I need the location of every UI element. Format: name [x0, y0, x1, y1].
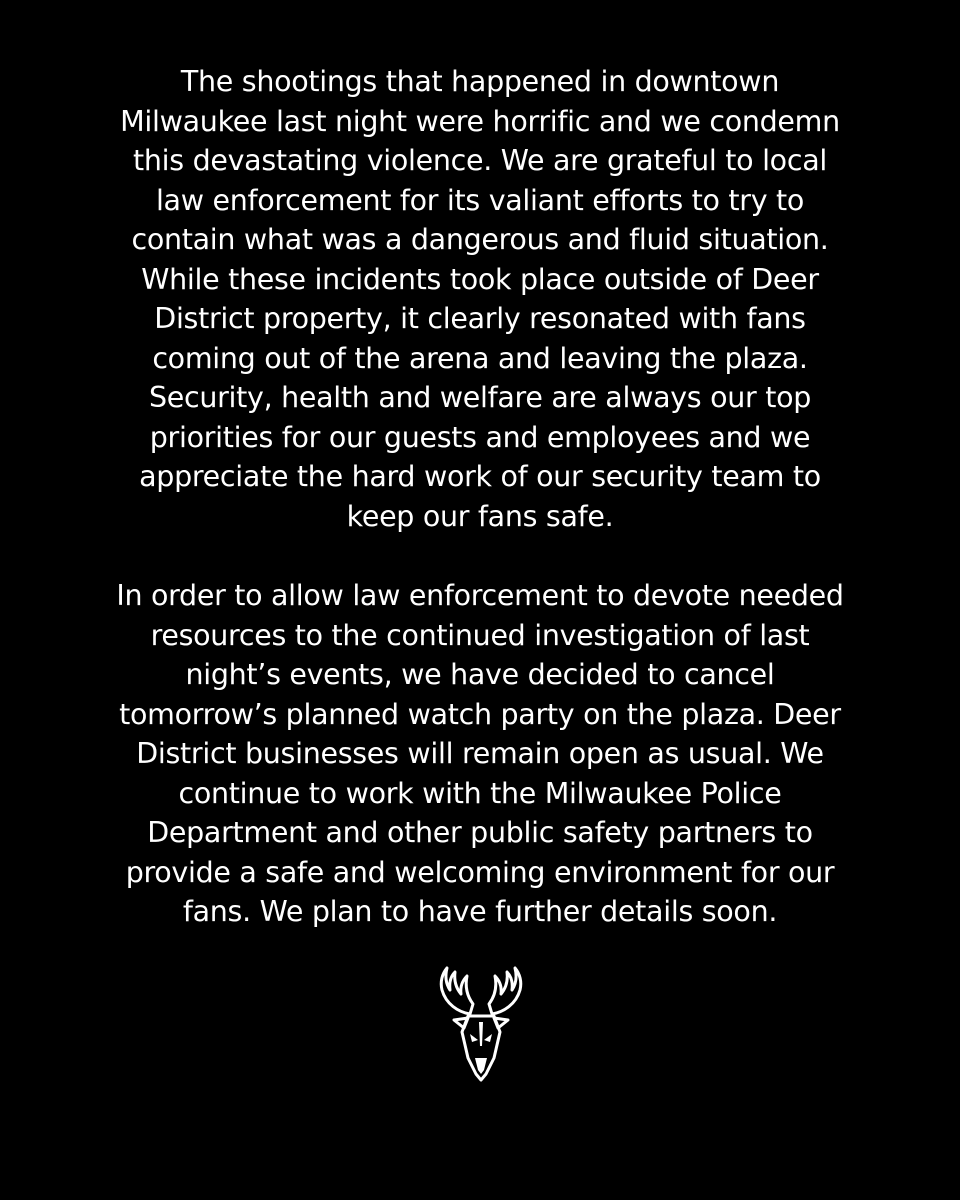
statement-paragraph-1	[60, 62, 900, 536]
statement-line: provide a safe and welcoming environment for our	[125, 855, 835, 889]
statement-line: contain what was a dangerous and fluid situation.	[131, 223, 829, 256]
statement-line: While these incidents took place outside of Deer	[141, 262, 819, 296]
statement-line: Security, health and welfare are always our top	[148, 381, 811, 414]
statement-paragraph-2	[60, 576, 900, 932]
statement-line: priorities for our guests and employees and we	[149, 420, 811, 454]
statement-line: tomorrow’s planned watch party on the plaza. Deer	[119, 697, 841, 731]
deer-head-icon	[434, 962, 528, 1084]
statement-line: law enforcement for its valiant efforts to try to	[155, 183, 805, 217]
statement-line: Department and other public safety partners to	[147, 816, 813, 849]
statement-body	[60, 62, 900, 932]
statement-line: In order to allow law enforcement to devote needed	[116, 579, 844, 612]
statement-line: District businesses will remain open as usual. We	[136, 737, 824, 770]
statement-line: resources to the continued investigation of last	[150, 618, 810, 652]
statement-line: Milwaukee last night were horrific and we condemn	[120, 104, 840, 138]
statement-line: fans. We plan to have further details soon.	[182, 895, 778, 928]
statement-line: keep our fans safe.	[346, 499, 614, 533]
statement-line: coming out of the arena and leaving the plaza.	[152, 341, 808, 375]
statement-line: District property, it clearly resonated with fans	[154, 302, 806, 335]
statement-line: The shootings that happened in downtown	[180, 65, 780, 98]
statement-line: appreciate the hard work of our security team to	[139, 460, 821, 493]
statement-line: night’s events, we have decided to cancel	[185, 658, 775, 691]
statement-line: this devastating violence. We are grateful to local	[133, 144, 827, 177]
statement-line: continue to work with the Milwaukee Police	[178, 776, 782, 810]
team-logo	[434, 962, 528, 1084]
